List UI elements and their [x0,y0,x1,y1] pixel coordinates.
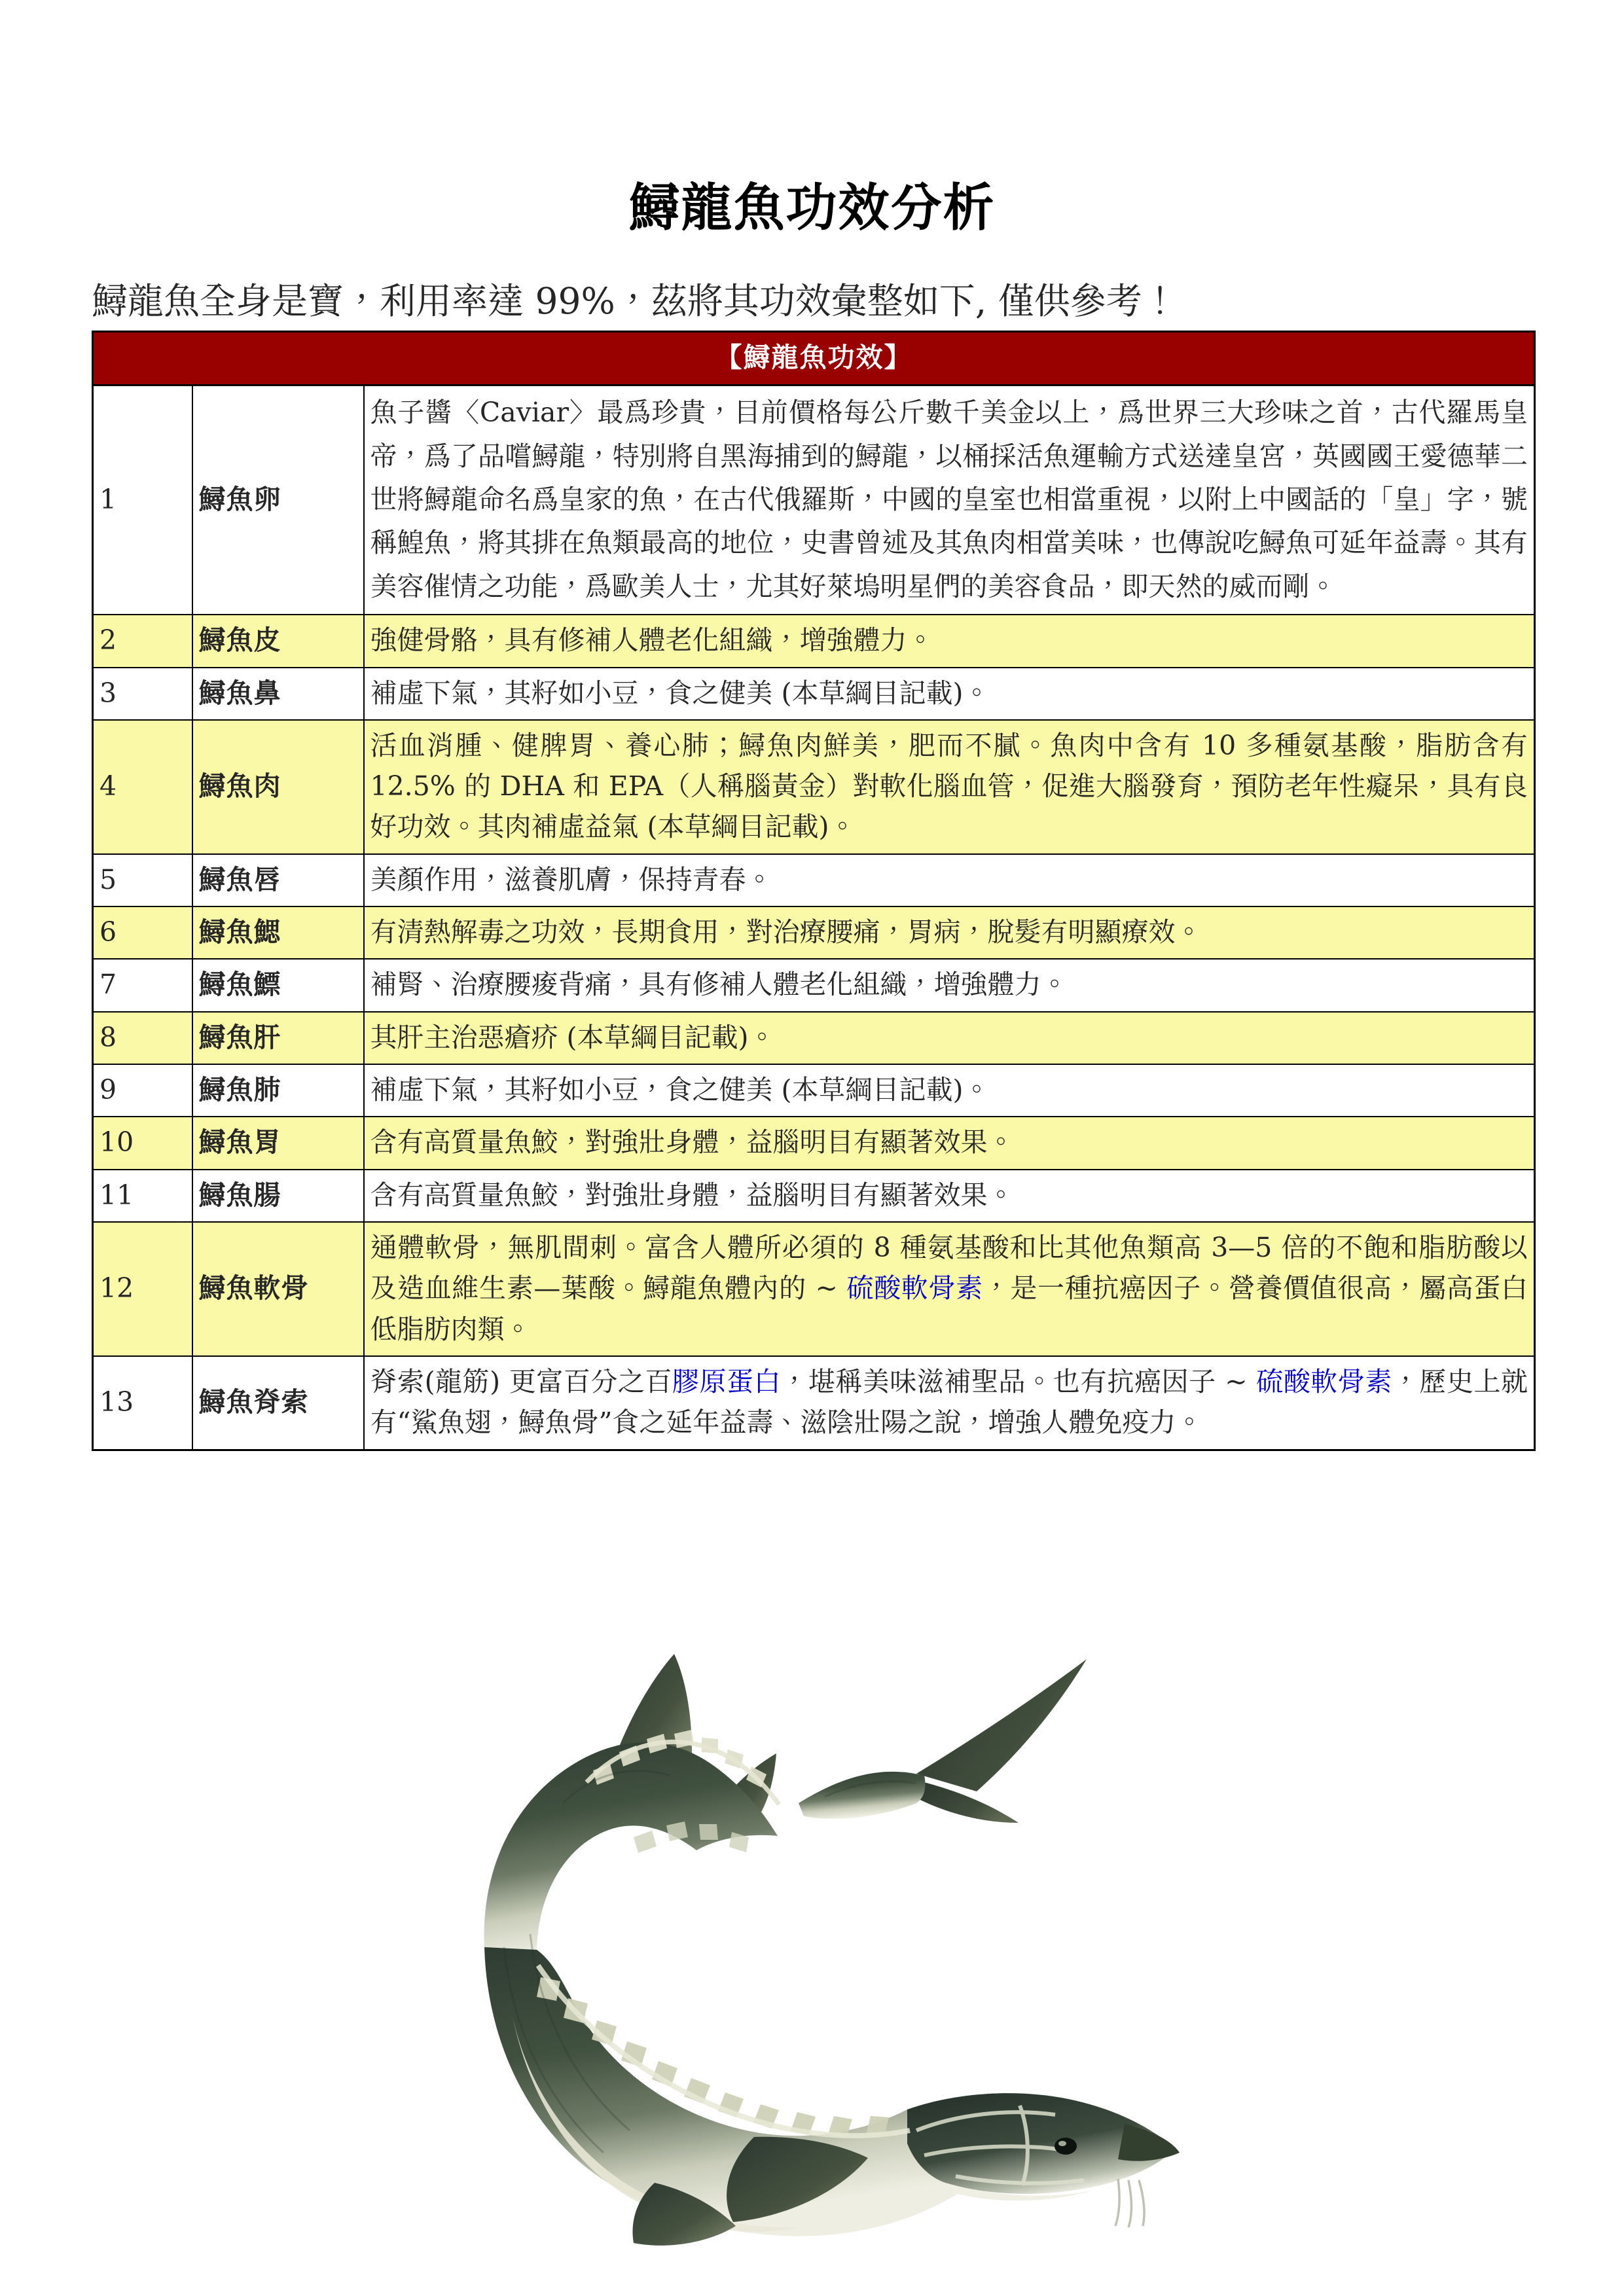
row-description: 含有高質量魚鮫，對強壯身體，益腦明目有顯著效果。 [364,1170,1535,1222]
highlighted-term: 硫酸軟骨素 [1256,1365,1392,1397]
row-part-name: 鱘魚腸 [192,1170,364,1222]
row-part-name: 鱘魚鰾 [192,959,364,1011]
lead-paragraph: 鱘龍魚全身是寶，利用率達 99%，茲將其功效彙整如下, 僅供參考！ [92,280,1178,322]
row-part-name: 鱘魚軟骨 [192,1222,364,1356]
table-row [93,1356,1535,1450]
table-row [93,386,1535,615]
row-part-name: 鱘魚皮 [192,615,364,667]
table-row [93,906,1535,959]
row-description: 補腎、治療腰痠背痛，具有修補人體老化組織，增強體力。 [364,959,1535,1011]
row-description: 含有高質量魚鮫，對強壯身體，益腦明目有顯著效果。 [364,1117,1535,1169]
row-number: 1 [93,386,192,615]
row-number: 4 [93,720,192,854]
table-row [93,615,1535,667]
table-row [93,720,1535,854]
row-part-name: 鱘魚胃 [192,1117,364,1169]
efficacy-table-wrapper [92,331,1534,1451]
row-number: 2 [93,615,192,667]
row-part-name: 鱘魚卵 [192,386,364,615]
description-text: ，歷史上就有“鯊魚翅，鱘魚骨”食之延年益壽、滋陰壯陽之說，增強人體免疫力。 [370,1365,1528,1439]
description-text: 通體軟骨，無肌間刺。富含人體所必須的 8 種氨基酸和比其他魚類高 3—5 倍的不飽和脂肪酸以及造血維生素—葉酸。鱘龍魚體內的 ~ [370,1231,1528,1304]
table-row [93,959,1535,1011]
row-part-name: 鱘魚肺 [192,1064,364,1117]
highlighted-term: 膠原蛋白 [672,1365,782,1397]
description-text: 脊索(龍筋) 更富百分之百 [370,1365,672,1397]
table-row [93,668,1535,720]
row-description: 其肝主治惡瘡疥 (本草綱目記載)。 [364,1012,1535,1064]
row-number: 6 [93,906,192,959]
row-description: 補虛下氣，其籽如小豆，食之健美 (本草綱目記載)。 [364,1064,1535,1117]
table-row [93,1064,1535,1117]
row-part-name: 鱘魚唇 [192,854,364,906]
row-number: 5 [93,854,192,906]
row-number: 8 [93,1012,192,1064]
table-row [93,1012,1535,1064]
table-body [93,386,1535,1450]
sturgeon-illustration [458,1607,1191,2268]
description-text: ，堪稱美味滋補聖品。也有抗癌因子 ~ [781,1365,1257,1397]
row-number: 10 [93,1117,192,1169]
efficacy-table [92,331,1536,1451]
row-description: 魚子醬〈Caviar〉最爲珍貴，目前價格每公斤數千美金以上，爲世界三大珍味之首，古代羅馬皇帝，爲了品嚐鱘龍，特別將自黑海捕到的鱘龍，以桶採活魚運輸方式送達皇宮，英國國王愛德華二世將鱘龍命名爲皇家的魚，在古代俄羅斯，中國的皇室也相當重視，以附上中國話的「皇」字，號稱鰉魚，將其排在魚類最高的地位，史書曾述及其魚肉相當美味，也傳說吃鱘魚可延年益壽。其有美容催情之功能，爲歐美人士，尤其好萊塢明星們的美容食品，即天然的威而剛。 [364,386,1535,615]
table-banner: 【鱘龍魚功效】 [93,332,1535,386]
description-text: ，是一種抗癌因子。營養價值很高，屬高蛋白低脂肪肉類。 [370,1272,1528,1345]
row-description [364,1356,1535,1450]
page-title: 鱘龍魚功效分析 [628,178,996,238]
row-description: 活血消腫、健脾胃、養心肺；鱘魚肉鮮美，肥而不膩。魚肉中含有 10 多種氨基酸，脂肪含有 12.5% 的 DHA 和 EPA（人稱腦黃金）對軟化腦血管，促進大腦發育，預防老年性癡呆，具有良好功效。其肉補虛益氣 (本草綱目記載)。 [364,720,1535,854]
row-description: 美顏作用，滋養肌膚，保持青春。 [364,854,1535,906]
table-banner-row [93,332,1535,386]
highlighted-term: 硫酸軟骨素 [846,1272,983,1304]
table-row [93,1117,1535,1169]
row-part-name: 鱘魚肉 [192,720,364,854]
row-number: 12 [93,1222,192,1356]
row-description: 強健骨骼，具有修補人體老化組織，增強體力。 [364,615,1535,667]
row-part-name: 鱘魚鰓 [192,906,364,959]
row-part-name: 鱘魚鼻 [192,668,364,720]
row-part-name: 鱘魚脊索 [192,1356,364,1450]
row-number: 11 [93,1170,192,1222]
row-number: 13 [93,1356,192,1450]
row-description: 補虛下氣，其籽如小豆，食之健美 (本草綱目記載)。 [364,668,1535,720]
row-description [364,1222,1535,1356]
table-row [93,1222,1535,1356]
table-row [93,854,1535,906]
row-part-name: 鱘魚肝 [192,1012,364,1064]
row-description: 有清熱解毒之功效，長期食用，對治療腰痛，胃病，脫髮有明顯療效。 [364,906,1535,959]
row-number: 7 [93,959,192,1011]
row-number: 3 [93,668,192,720]
row-number: 9 [93,1064,192,1117]
table-row [93,1170,1535,1222]
